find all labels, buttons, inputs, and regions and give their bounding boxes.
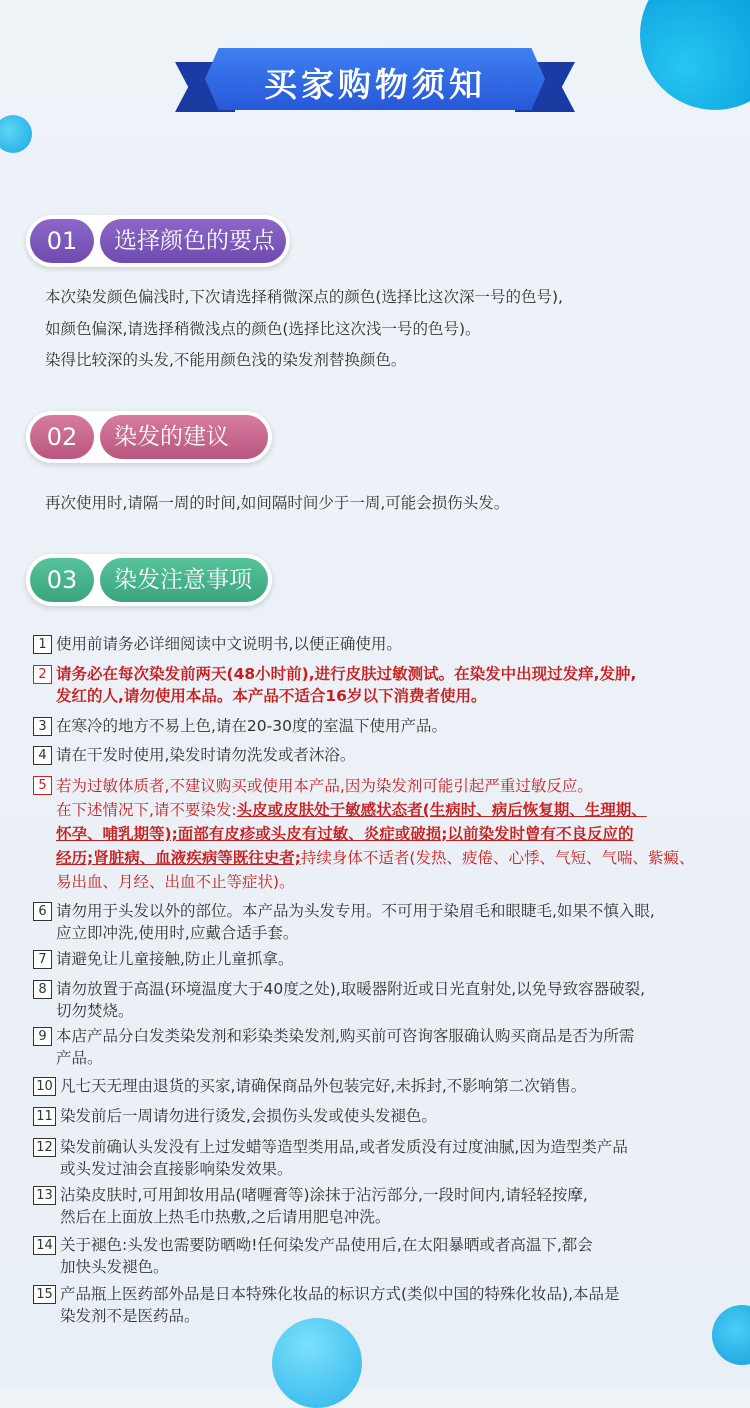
notice-text: 易出血、月经、出血不止等症状)。: [56, 873, 295, 891]
section-number: 03: [30, 558, 94, 602]
notice-text: 凡七天无理由退货的买家,请确保商品外包装完好,未拆封,不影响第二次销售。: [60, 1077, 587, 1095]
notice-text: 染发剂不是医药品。: [60, 1307, 200, 1325]
notice-item-10: [33, 1075, 723, 1097]
notice-item-11: [33, 1105, 723, 1127]
notice-text: 然后在上面放上热毛巾热敷,之后请用肥皂冲洗。: [60, 1208, 391, 1226]
notice-number: 14: [33, 1236, 56, 1255]
notice-number: 5: [33, 776, 52, 795]
section-header-01: [26, 215, 290, 267]
notice-number: 4: [33, 746, 52, 765]
notice-number: 15: [33, 1285, 56, 1304]
section-text: 再次使用时,请隔一周的时间,如间隔时间少于一周,可能会损伤头发。: [45, 494, 510, 512]
notice-item-14: [33, 1234, 723, 1278]
decor-circle-left: [0, 115, 32, 153]
notice-item-7: [33, 948, 723, 970]
section-text: 如颜色偏深,请选择稍微浅点的颜色(选择比这次浅一号的色号)。: [45, 320, 481, 338]
notice-text: 使用前请务必详细阅读中文说明书,以便正确使用。: [56, 635, 402, 653]
notice-number: 9: [33, 1027, 52, 1046]
section-header-03: [26, 554, 272, 606]
notice-number: 11: [33, 1107, 56, 1126]
notice-text: 持续身体不适者(发热、疲倦、心悸、气短、气喘、紫癜、: [300, 849, 695, 867]
notice-text: 应立即冲洗,使用时,应戴合适手套。: [56, 924, 299, 942]
section-title: 染发的建议: [100, 415, 268, 459]
notice-text: 在寒冷的地方不易上色,请在20-30度的室温下使用产品。: [56, 717, 447, 735]
notice-text: 发红的人,请勿使用本品。本产品不适合16岁以下消费者使用。: [56, 687, 487, 705]
notice-text: 本店产品分白发类染发剂和彩染类染发剂,购买前可咨询客服确认购买商品是否为所需: [56, 1027, 635, 1045]
notice-text: 加快头发褪色。: [60, 1258, 169, 1276]
notice-text: 产品瓶上医药部外品是日本特殊化妆品的标识方式(类似中国的特殊化妆品),本品是: [60, 1285, 620, 1303]
notice-item-2: [33, 663, 723, 707]
notice-text: 关于褪色:头发也需要防晒呦!任何染发产品使用后,在太阳暴晒或者高温下,都会: [60, 1236, 593, 1254]
notice-text: 请勿用于头发以外的部位。本产品为头发专用。不可用于染眉毛和眼睫毛,如果不慎入眼,: [56, 902, 655, 920]
notice-text-emphasis: 经历;肾脏病、血液疾病等既往史者;: [56, 849, 301, 867]
section-title: 选择颜色的要点: [100, 219, 286, 263]
notice-text-emphasis: 怀孕、哺乳期等);面部有皮疹或头皮有过敏、炎症或破损;以前染发时曾有不良反应的: [56, 825, 634, 843]
notice-text: 请在干发时使用,染发时请勿洗发或者沐浴。: [56, 746, 356, 764]
notice-item-5: [33, 774, 723, 894]
notice-number: 7: [33, 950, 52, 969]
notice-item-4: [33, 744, 723, 766]
decor-circle-top-right: [640, 0, 750, 110]
section-number: 02: [30, 415, 94, 459]
notice-number: 8: [33, 980, 52, 999]
notice-text: 产品。: [56, 1049, 103, 1067]
notice-text: 请避免让儿童接触,防止儿童抓拿。: [56, 950, 294, 968]
notice-item-15: [33, 1283, 723, 1327]
notice-item-6: [33, 900, 723, 944]
section-number: 01: [30, 219, 94, 263]
title-banner: [175, 40, 575, 122]
notice-text: 染发前后一周请勿进行烫发,会损伤头发或使头发褪色。: [60, 1107, 437, 1125]
notice-item-1: [33, 633, 723, 655]
decor-circle-bottom: [272, 1318, 362, 1408]
section-title: 染发注意事项: [100, 558, 268, 602]
notice-item-9: [33, 1025, 723, 1069]
notice-item-12: [33, 1136, 723, 1180]
notice-text: 或头发过油会直接影响染发效果。: [60, 1160, 293, 1178]
notice-text: 请务必在每次染发前两天(48小时前),进行皮肤过敏测试。在染发中出现过发痒,发肿,: [56, 665, 637, 683]
section-text: 染得比较深的头发,不能用颜色浅的染发剂替换颜色。: [45, 351, 407, 369]
notice-text: 切勿焚烧。: [56, 1002, 134, 1020]
notice-number: 13: [33, 1186, 56, 1205]
notice-item-3: [33, 715, 723, 737]
notice-number: 2: [33, 665, 52, 684]
notice-text-emphasis: 头皮或皮肤处于敏感状态者(生病时、病后恢复期、生理期、: [236, 801, 647, 819]
notice-text: 染发前确认头发没有上过发蜡等造型类用品,或者发质没有过度油腻,因为造型类产品: [60, 1138, 628, 1156]
notice-number: 1: [33, 635, 52, 654]
page-title: 买家购物须知: [264, 65, 486, 104]
section-text: 本次染发颜色偏浅时,下次请选择稍微深点的颜色(选择比这次深一号的色号),: [45, 288, 563, 306]
notice-number: 6: [33, 902, 52, 921]
notice-text: 在下述情况下,请不要染发:: [56, 801, 237, 819]
notice-text: 若为过敏体质者,不建议购买或使用本产品,因为染发剂可能引起严重过敏反应。: [56, 777, 593, 795]
notice-number: 12: [33, 1138, 56, 1157]
notice-item-13: [33, 1184, 723, 1228]
notice-text: 请勿放置于高温(环境温度大于40度之处),取暖器附近或日光直射处,以免导致容器破裂,: [56, 980, 646, 998]
section-header-02: [26, 411, 272, 463]
notice-number: 3: [33, 717, 52, 736]
notice-item-8: [33, 978, 723, 1022]
notice-text: 沾染皮肤时,可用卸妆用品(啫喱膏等)涂抹于沾污部分,一段时间内,请轻轻按摩,: [60, 1186, 588, 1204]
notice-number: 10: [33, 1077, 56, 1096]
